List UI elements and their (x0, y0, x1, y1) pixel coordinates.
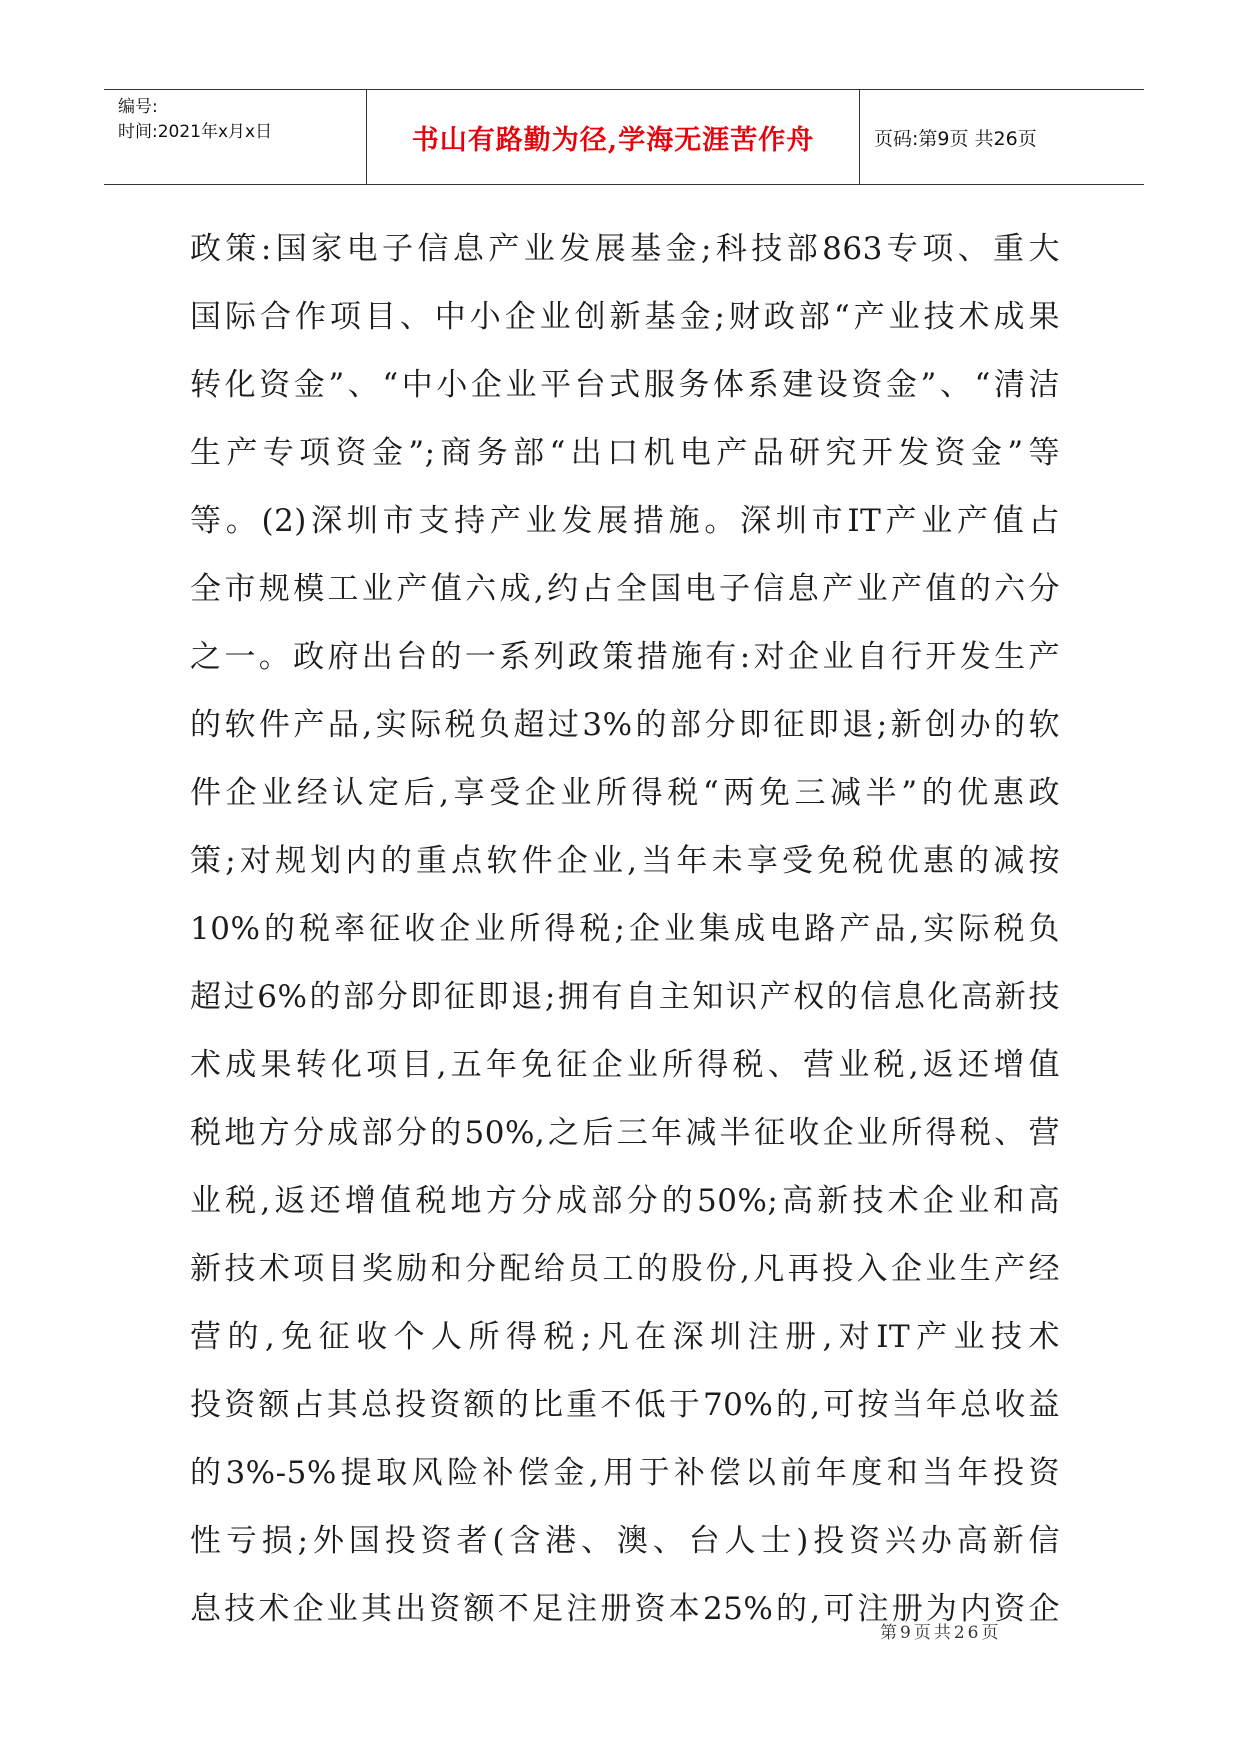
header-page-code: 页码:第9页 共26页 (874, 127, 1037, 150)
body-line: 生产专项资金”;商务部“出口机电产品研究开发资金”等 (190, 435, 1060, 471)
body-line: 超过6%的部分即征即退;拥有自主知识产权的信息化高新技 (190, 979, 1060, 1015)
body-line: 件企业经认定后,享受企业所得税“两免三减半”的优惠政 (190, 775, 1060, 811)
body-line: 全市规模工业产值六成,约占全国电子信息产业产值的六分 (190, 571, 1060, 607)
body-line: 等。(2)深圳市支持产业发展措施。深圳市IT产业产值占 (190, 503, 1060, 539)
body-line: 10%的税率征收企业所得税;企业集成电路产品,实际税负 (190, 911, 1060, 947)
body-line: 术成果转化项目,五年免征企业所得税、营业税,返还增值 (190, 1047, 1060, 1083)
body-line: 税地方分成部分的50%,之后三年减半征收企业所得税、营 (190, 1115, 1060, 1151)
body-line: 转化资金”、“中小企业平台式服务体系建设资金”、“清洁 (190, 367, 1060, 403)
page-header (104, 89, 1144, 185)
body-line: 策;对规划内的重点软件企业,当年未享受免税优惠的减按 (190, 843, 1060, 879)
body-line: 投资额占其总投资额的比重不低于70%的,可按当年总收益 (190, 1387, 1060, 1423)
header-motto: 书山有路勤为径,学海无涯苦作舟 (411, 124, 815, 156)
body-line: 之一。政府出台的一系列政策措施有:对企业自行开发生产 (190, 639, 1060, 675)
document-body (190, 215, 1060, 1643)
body-line: 业税,返还增值税地方分成部分的50%;高新技术企业和高 (190, 1183, 1060, 1219)
body-line: 国际合作项目、中小企业创新基金;财政部“产业技术成果 (190, 299, 1060, 335)
body-line: 政策:国家电子信息产业发展基金;科技部863专项、重大 (190, 231, 1060, 267)
page-footer: 第9页共26页 (880, 1623, 1002, 1643)
body-line: 的3%-5%提取风险补偿金,用于补偿以前年度和当年投资 (190, 1455, 1060, 1491)
body-line: 息技术企业其出资额不足注册资本25%的,可注册为内资企 (190, 1591, 1060, 1627)
body-line: 新技术项目奖励和分配给员工的股份,凡再投入企业生产经 (190, 1251, 1060, 1287)
header-meta (118, 95, 272, 145)
header-divider (859, 90, 860, 184)
body-line: 营的,免征收个人所得税;凡在深圳注册,对IT产业技术 (190, 1319, 1060, 1355)
header-time-label: 时间:2021年x月x日 (118, 122, 273, 142)
body-line: 的软件产品,实际税负超过3%的部分即征即退;新创办的软 (190, 707, 1060, 743)
body-line: 性亏损;外国投资者(含港、澳、台人士)投资兴办高新信 (190, 1523, 1060, 1559)
header-number-label: 编号: (118, 97, 158, 117)
